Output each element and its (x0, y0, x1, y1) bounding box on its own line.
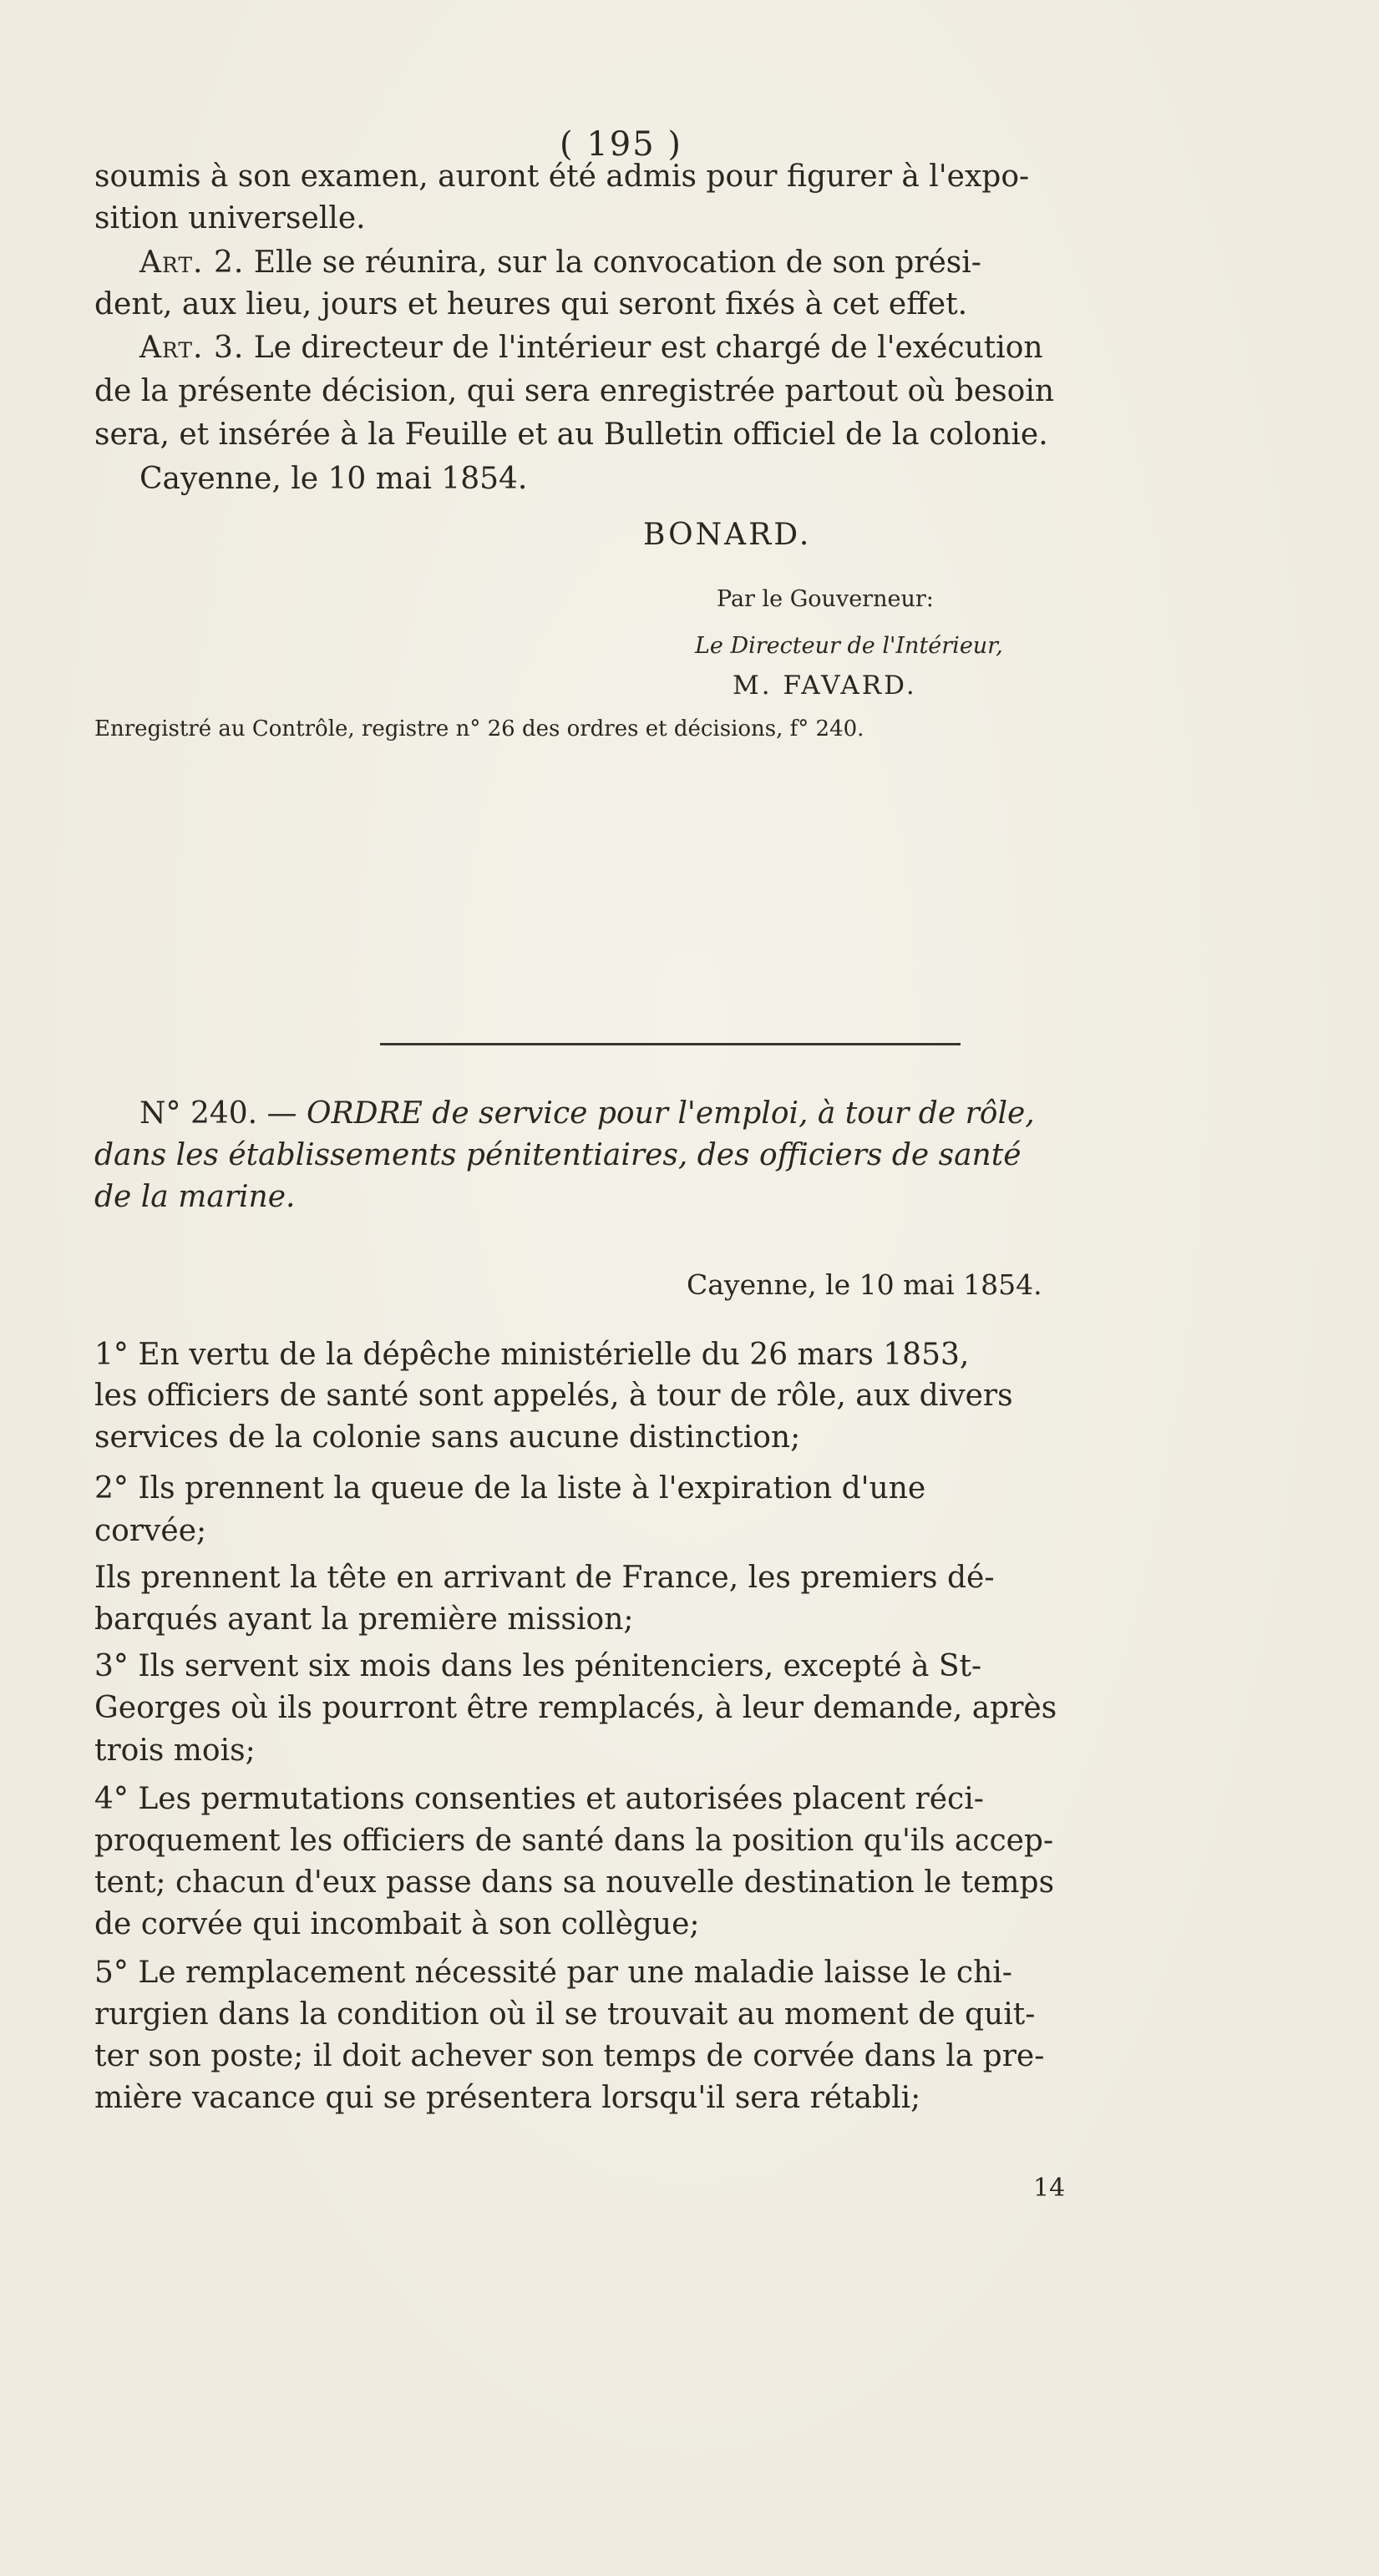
article-3-text: Le directeur de l'intérieur est chargé de l'exécution (253, 331, 1043, 365)
order-number: N° 240. — (139, 1096, 297, 1131)
article-3-line (139, 330, 1043, 367)
text-line-6: de la présente décision, qui sera enregistrée partout où besoin (94, 374, 1055, 408)
body-line-10: trois mois; (94, 1733, 256, 1768)
order-title-line-1 (139, 1096, 1035, 1132)
date-line: Cayenne, le 10 mai 1854. (139, 462, 528, 496)
order-title-3: de la marine. (94, 1180, 296, 1214)
body-line-14: de corvée qui incombait à son collègue; (94, 1907, 700, 1941)
article-2-text: Elle se réunira, sur la convocation de son prési- (253, 245, 981, 280)
body-line-18: mière vacance qui se présentera lorsqu'il sera rétabli; (94, 2081, 921, 2115)
body-line-15: 5° Le remplacement nécessité par une maladie laisse le chi- (94, 1956, 1012, 1990)
body-line-1: 1° En vertu de la dépêche ministérielle du 26 mars 1853, (94, 1338, 970, 1372)
body-line-6: Ils prennent la tête en arrivant de France, les premiers dé- (94, 1561, 995, 1595)
body-line-9: Georges où ils pourront être remplacés, à leur demande, après (94, 1691, 1057, 1725)
body-line-8: 3° Ils servent six mois dans les pénitenciers, excepté à St- (94, 1649, 982, 1683)
body-line-4: 2° Ils prennent la queue de la liste à l'expiration d'une (94, 1471, 926, 1506)
text-line-7: sera, et insérée à la Feuille et au Bulletin officiel de la colonie. (94, 418, 1048, 452)
body-line-17: ter son poste; il doit achever son temps de corvée dans la pre- (94, 2039, 1045, 2073)
par-le-gouverneur: Par le Gouverneur: (717, 586, 934, 612)
horizontal-rule (380, 1043, 961, 1045)
body-line-2: les officiers de santé sont appelés, à tour de rôle, aux divers (94, 1379, 1013, 1413)
enregistre-note: Enregistré au Contrôle, registre n° 26 des ordres et décisions, f° 240. (94, 716, 864, 741)
body-line-5: corvée; (94, 1514, 207, 1548)
article-2-label: Art. 2. (139, 245, 245, 280)
order-title-2: dans les établissements pénitentiaires, des officiers de santé (94, 1138, 1022, 1172)
text-line-1: soumis à son examen, auront été admis pour figurer à l'expo- (94, 159, 1030, 194)
signature-bonard: BONARD. (643, 518, 812, 552)
body-line-12: proquement les officiers de santé dans la position qu'ils accep- (94, 1824, 1054, 1858)
body-line-13: tent; chacun d'eux passe dans sa nouvelle destination le temps (94, 1865, 1055, 1900)
order-title-line-3 (94, 1179, 295, 1216)
order-title-line-2 (94, 1137, 1022, 1174)
body-line-3: services de la colonie sans aucune distinction; (94, 1420, 801, 1455)
body-line-11: 4° Les permutations consenties et autorisées placent réci- (94, 1782, 984, 1816)
text-line-2: sition universelle. (94, 201, 366, 235)
text-line-4: dent, aux lieu, jours et heures qui seront fixés à cet effet. (94, 287, 968, 321)
article-2-line (139, 245, 981, 281)
body-line-16: rurgien dans la condition où il se trouvait au moment de quit- (94, 1997, 1036, 2032)
order-date: Cayenne, le 10 mai 1854. (687, 1268, 1042, 1301)
page-number: ( 195 ) (560, 125, 682, 164)
order-title-1: ORDRE de service pour l'emploi, à tour de rôle, (307, 1096, 1035, 1131)
article-3-label: Art. 3. (139, 331, 245, 365)
signature-favard: M. FAVARD. (733, 671, 917, 701)
folio-number: 14 (1033, 2174, 1066, 2203)
directeur-title: Le Directeur de l'Intérieur, (695, 633, 1003, 659)
body-line-7: barqués ayant la première mission; (94, 1602, 634, 1637)
